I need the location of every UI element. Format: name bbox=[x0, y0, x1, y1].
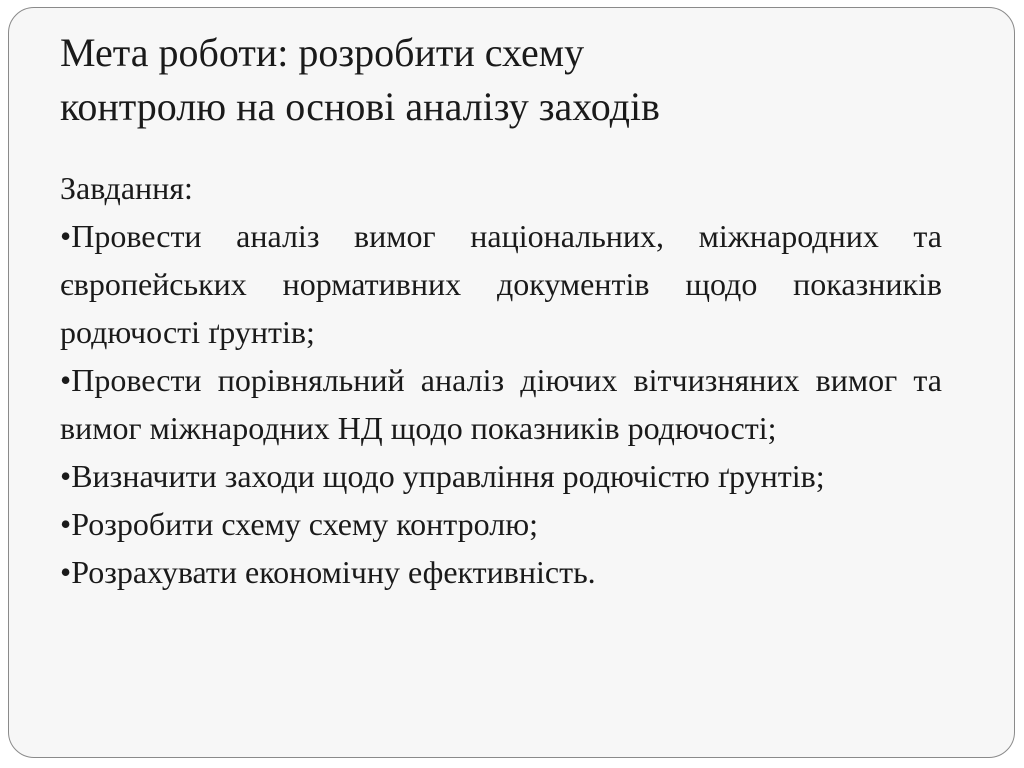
title-line-1: Мета роботи: розробити схему bbox=[60, 30, 585, 75]
bullet-icon: • bbox=[60, 506, 72, 542]
tasks-heading: Завдання: bbox=[60, 170, 193, 206]
bullet-icon: • bbox=[60, 458, 72, 494]
slide-content bbox=[60, 26, 942, 596]
task-item bbox=[60, 356, 942, 452]
task-text: Провести аналіз вимог національних, міжнародних та європейських нормативних документів щодо показників родючості ґрунтів; bbox=[60, 218, 942, 350]
task-text: Провести порівняльний аналіз діючих вітчизняних вимог та вимог міжнародних НД щодо показників родючості; bbox=[60, 362, 942, 446]
task-item bbox=[60, 548, 942, 596]
slide-title bbox=[60, 26, 942, 134]
task-item bbox=[60, 452, 942, 500]
task-text: Розрахувати економічну ефективність. bbox=[71, 554, 596, 590]
task-item bbox=[60, 212, 942, 356]
task-text: Розробити схему схему контролю; bbox=[71, 506, 538, 542]
bullet-icon: • bbox=[60, 218, 72, 254]
title-line-2: контролю на основі аналізу заходів bbox=[60, 84, 660, 129]
task-item bbox=[60, 500, 942, 548]
bullet-icon: • bbox=[60, 554, 72, 590]
task-text: Визначити заходи щодо управління родючістю ґрунтів; bbox=[71, 458, 825, 494]
bullet-icon: • bbox=[60, 362, 72, 398]
task-list bbox=[60, 212, 942, 596]
